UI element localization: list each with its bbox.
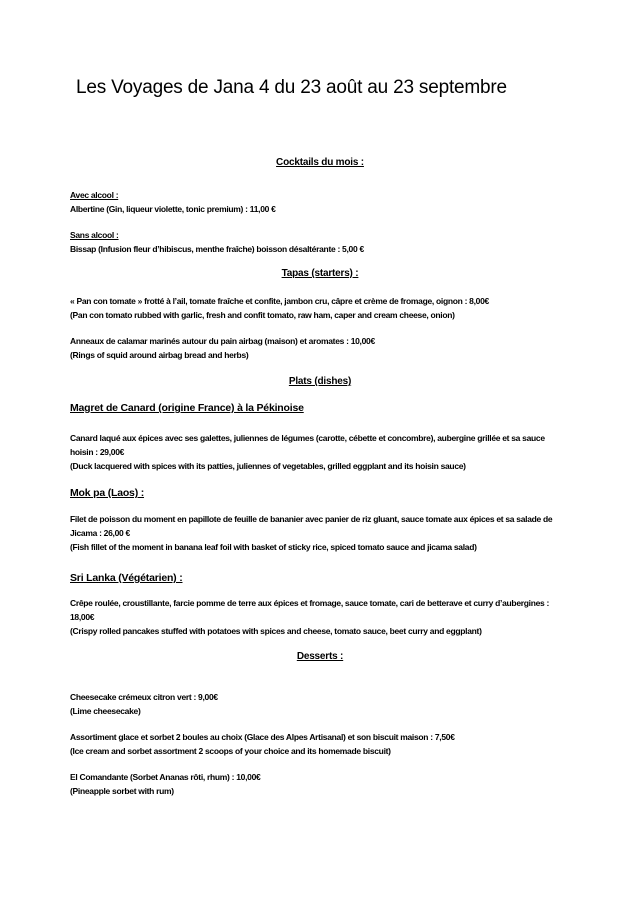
dish-description-mok-pa	[70, 512, 570, 554]
tapas-item-calamar	[70, 334, 570, 362]
tapas-item-pan-con-tomate	[70, 294, 570, 322]
dessert-item-en: (Pineapple sorbet with rum)	[70, 786, 174, 796]
dessert-item-fr: Assortiment glace et sorbet 2 boules au choix (Glace des Alpes Artisanal) et son biscuit maison : 7,50€	[70, 732, 455, 742]
dessert-item-cheesecake	[70, 690, 570, 718]
dish-description-en: (Duck lacquered with spices with its patties, juliennes of vegetables, grilled eggplant and its hoisin sauce)	[70, 461, 466, 471]
tapas-item-en: (Rings of squid around airbag bread and herbs)	[70, 350, 249, 360]
cocktail-label-sans-alcool: Sans alcool :	[70, 230, 119, 240]
dish-name-sri-lanka: Sri Lanka (Végétarien) :	[70, 572, 183, 584]
dish-description-en: (Fish fillet of the moment in banana leaf foil with basket of sticky rice, spiced tomato sauce and jicama salad)	[70, 542, 477, 552]
cocktail-item-albertine: Albertine (Gin, liqueur violette, tonic premium) : 11,00 €	[70, 204, 276, 214]
cocktail-label-avec-alcool: Avec alcool :	[70, 190, 119, 200]
dish-description-magret	[70, 431, 570, 473]
dish-name-magret-de-canard: Magret de Canard (origine France) à la Pékinoise	[70, 402, 304, 414]
tapas-item-en: (Pan con tomato rubbed with garlic, fresh and confit tomato, raw ham, caper and cream cheese, onion)	[70, 310, 455, 320]
section-heading-desserts: Desserts :	[296, 651, 344, 662]
tapas-item-fr: Anneaux de calamar marinés autour du pain airbag (maison) et aromates : 10,00€	[70, 336, 375, 346]
dish-name-mok-pa: Mok pa (Laos) :	[70, 487, 145, 499]
dish-description-fr: Canard laqué aux épices avec ses galettes, juliennes de légumes (carotte, cébette et concombre), aubergine grillée et sa sauce hoisin : 29,00€	[70, 433, 545, 457]
section-heading-plats: Plats (dishes)	[288, 376, 352, 387]
cocktail-group-without-alcohol	[70, 228, 570, 256]
section-heading-cocktails: Cocktails du mois :	[276, 157, 364, 168]
tapas-item-fr: « Pan con tomate » frotté à l’ail, tomate fraîche et confite, jambon cru, câpre et crème de fromage, oignon : 8,00€	[70, 296, 489, 306]
dessert-item-fr: El Comandante (Sorbet Ananas rôti, rhum) : 10,00€	[70, 772, 261, 782]
dish-description-fr: Filet de poisson du moment en papillote de feuille de bananier avec panier de riz gluant, sauce tomate aux épices et sa salade de Jicama : 26,00 €	[70, 514, 553, 538]
dessert-item-en: (Lime cheesecake)	[70, 706, 141, 716]
menu-title: Les Voyages de Jana 4 du 23 août au 23 septembre	[76, 77, 507, 98]
dessert-item-assortiment	[70, 730, 570, 758]
dessert-item-en: (Ice cream and sorbet assortment 2 scoops of your choice and its homemade biscuit)	[70, 746, 391, 756]
cocktail-item-bissap: Bissap (Infusion fleur d’hibiscus, menthe fraîche) boisson désaltérante : 5,00 €	[70, 244, 364, 254]
dish-description-en: (Crispy rolled pancakes stuffed with potatoes with spices and cheese, tomato sauce, beet curry and eggplant)	[70, 626, 482, 636]
cocktail-group-with-alcohol	[70, 188, 570, 216]
menu-content	[70, 75, 570, 798]
section-heading-tapas: Tapas (starters) :	[281, 268, 359, 279]
dessert-item-fr: Cheesecake crémeux citron vert : 9,00€	[70, 692, 218, 702]
dessert-item-el-comandante	[70, 770, 570, 798]
dish-description-sri-lanka	[70, 596, 570, 638]
dish-description-fr: Crêpe roulée, croustillante, farcie pomme de terre aux épices et fromage, sauce tomate, cari de betterave et curry d’aubergines : 18,00€	[70, 598, 550, 622]
